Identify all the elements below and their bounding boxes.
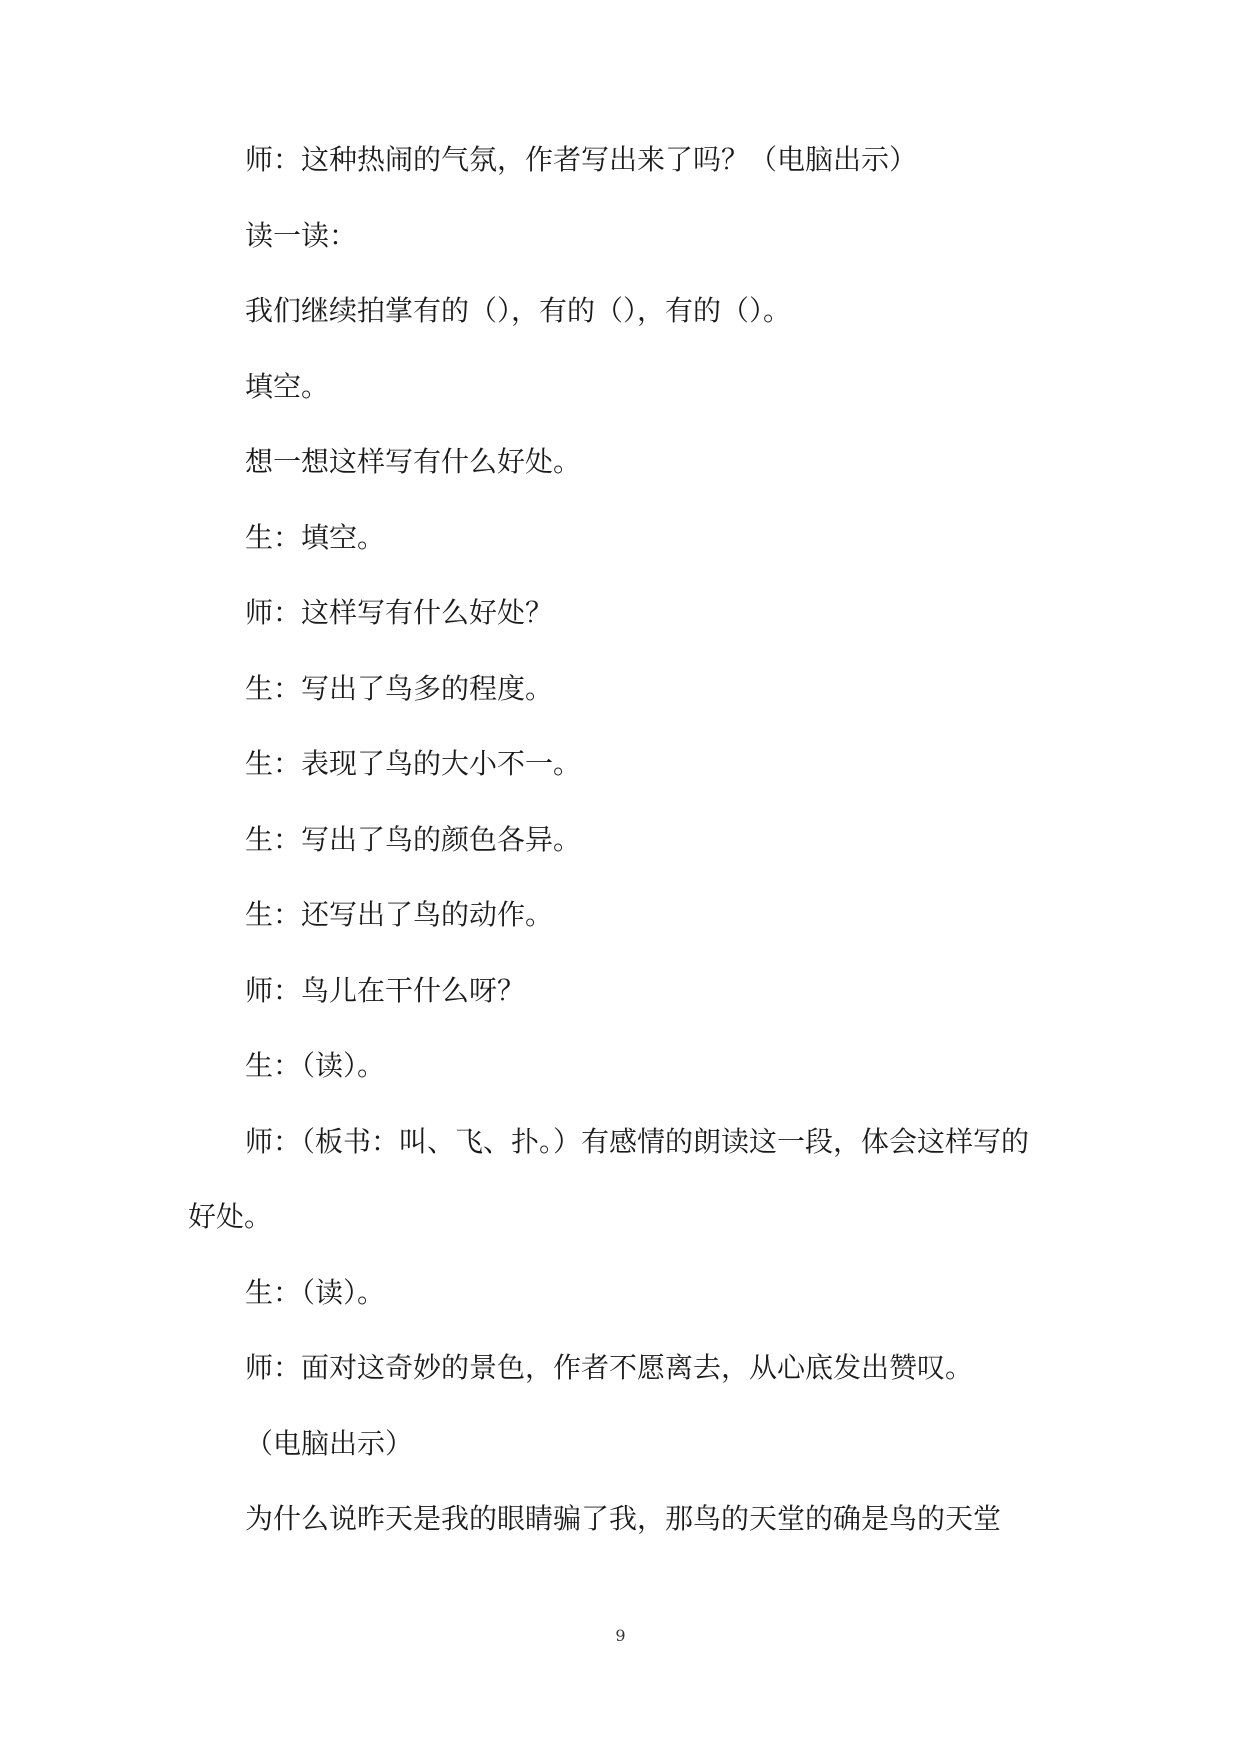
paragraph-line: 读一读： (245, 218, 358, 252)
paragraph-line: 生：表现了鸟的大小不一。 (245, 747, 582, 780)
paragraph-line: 为什么说昨天是我的眼睛骗了我，那鸟的天堂的确是鸟的天堂 (245, 1502, 1002, 1535)
paragraph-line: 想一想这样写有什么好处。 (245, 445, 582, 478)
body-text (188, 142, 1058, 1577)
page-number: 9 (615, 1626, 626, 1645)
paragraph-line: 生：写出了鸟的颜色各异。 (245, 822, 582, 856)
paragraph-line: 生：写出了鸟多的程度。 (245, 671, 554, 705)
paragraph-line: 师：这种热闹的气氛，作者写出来了吗？（电脑出示） (245, 143, 918, 176)
paragraph-continuation-line: 好处。 (188, 1200, 273, 1233)
paragraph-line: 师：鸟儿在干什么呀？ (245, 973, 526, 1007)
paragraph-line: （电脑出示） (245, 1426, 414, 1460)
paragraph-line: 师：这样写有什么好处？ (245, 596, 554, 629)
paragraph-line: 填空。 (245, 369, 330, 403)
paragraph-line: 我们继续拍掌有的（），有的（），有的（）。 (245, 294, 792, 327)
paragraph-line: 生：填空。 (245, 520, 386, 554)
paragraph-line: 生：（读）。 (245, 1049, 386, 1082)
paragraph-line: 师：（板书：叫、飞、扑。）有感情的朗读这一段，体会这样写的 (245, 1124, 1030, 1158)
paragraph-line: 生：（读）。 (245, 1275, 386, 1309)
paragraph-line: 生：还写出了鸟的动作。 (245, 898, 554, 931)
paragraph-line: 师：面对这奇妙的景色，作者不愿离去，从心底发出赞叹。 (245, 1351, 974, 1384)
